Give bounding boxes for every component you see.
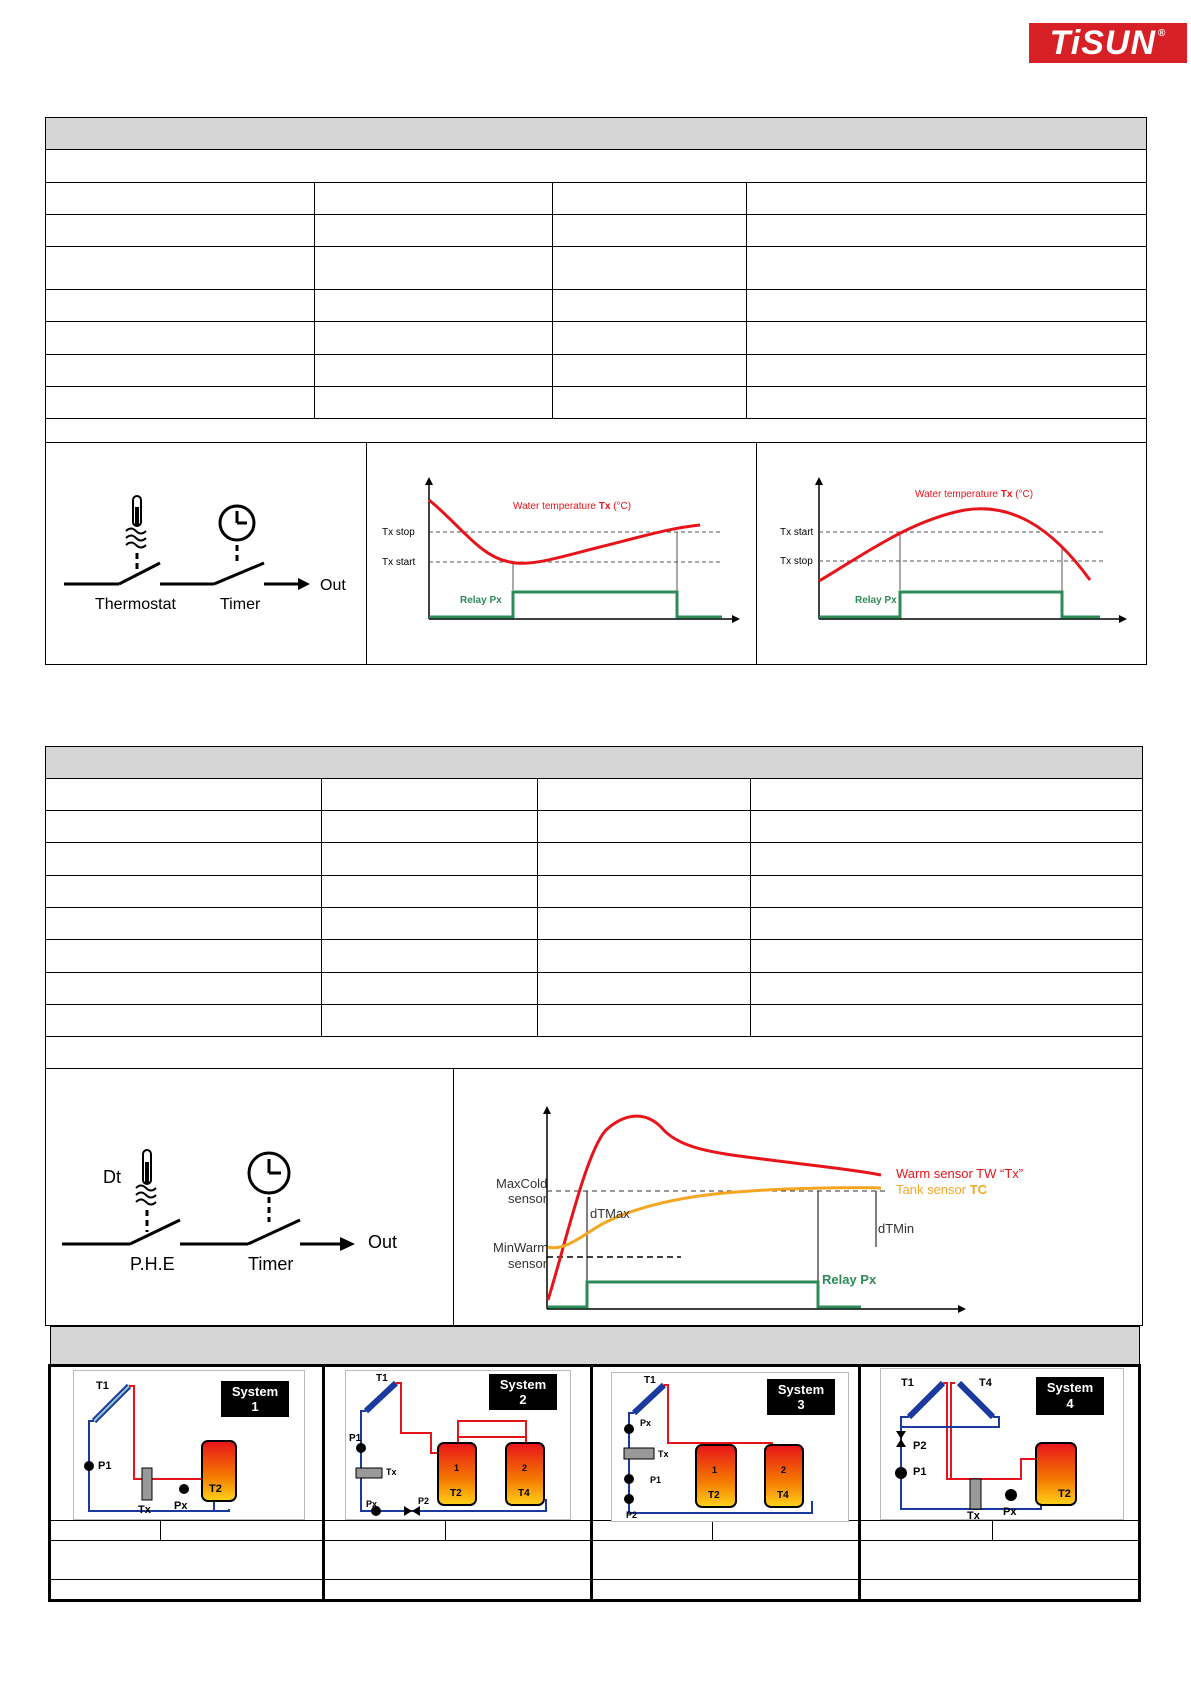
chart-phe (456, 1072, 1140, 1324)
row-line (51, 1540, 1138, 1541)
svg-text:T4: T4 (518, 1488, 530, 1499)
row-line (45, 810, 1143, 811)
out-label: Out (368, 1232, 398, 1252)
svg-text:1: 1 (712, 1465, 718, 1475)
dt-label: Dt (103, 1167, 121, 1187)
arrow-icon (298, 578, 310, 590)
heat-exchanger-icon (142, 1468, 152, 1500)
system-1-diagram (73, 1370, 305, 1520)
phe-timer-diagram (50, 1072, 450, 1324)
timer-label: Timer (248, 1254, 294, 1274)
svg-text:Tx: Tx (138, 1504, 151, 1516)
col-line (322, 1364, 325, 1602)
col-line (750, 779, 751, 1036)
col-line (992, 1520, 993, 1540)
row-line (45, 939, 1143, 940)
row-line (45, 1036, 1143, 1037)
svg-text:Px: Px (640, 1418, 652, 1428)
svg-text:T4: T4 (777, 1490, 789, 1501)
col-line (453, 1068, 454, 1326)
logo-text: TiSUN (1049, 23, 1156, 62)
warm-sensor-label: Warm sensor TW “Tx” (896, 1166, 1024, 1181)
svg-text:T2: T2 (1058, 1488, 1071, 1500)
svg-text:P2: P2 (626, 1510, 638, 1520)
svg-text:T1: T1 (96, 1380, 109, 1392)
svg-text:T1: T1 (644, 1375, 656, 1386)
chart-a (370, 445, 752, 663)
arrow-icon (340, 1237, 355, 1251)
system-number: 4 (1066, 1396, 1074, 1411)
row-line (45, 418, 1147, 419)
svg-text:Tx: Tx (386, 1467, 397, 1477)
col-line (366, 442, 367, 665)
svg-text:T1: T1 (901, 1377, 914, 1389)
col-line (160, 1520, 161, 1540)
col-line (552, 182, 553, 418)
thermometer-icon (136, 1150, 156, 1232)
pump-icon (84, 1461, 94, 1471)
svg-text:T2: T2 (708, 1490, 720, 1501)
maxcold-sensor-label: sensor (508, 1191, 548, 1206)
relay-line (548, 1282, 861, 1307)
row-line (51, 1579, 1138, 1580)
phe-label: P.H.E (130, 1254, 175, 1274)
col-line (858, 1364, 861, 1602)
heat-exchanger-icon (356, 1468, 382, 1478)
row-line (45, 214, 1147, 215)
svg-text:P1: P1 (98, 1460, 112, 1472)
system-4-diagram (880, 1368, 1124, 1520)
heat-exchanger-icon (624, 1448, 654, 1459)
thermometer-icon (126, 496, 146, 573)
system-number: 1 (251, 1399, 259, 1414)
timer-label: Timer (220, 596, 261, 613)
pump-icon (624, 1494, 634, 1504)
section1-header (45, 117, 1147, 150)
tx-start-label: Tx start (780, 527, 814, 538)
pump-icon (1005, 1489, 1017, 1501)
water-temp-curve (819, 509, 1090, 581)
chart-b-title: Water temperature Tx (°C) (915, 489, 1034, 500)
solar-collector-icon (366, 1383, 396, 1411)
minwarm-label: MinWarm (493, 1240, 549, 1255)
thermostat-timer-diagram (50, 445, 362, 663)
svg-text:P1: P1 (349, 1433, 362, 1444)
col-line (321, 779, 322, 1036)
row-line (45, 321, 1147, 322)
maxcold-label: MaxCold (496, 1176, 548, 1191)
dtmax-label: dTMax (590, 1206, 630, 1221)
dtmin-label: dTMin (878, 1221, 915, 1236)
col-line (590, 1364, 593, 1602)
row-line (45, 1068, 1143, 1069)
svg-text:Px: Px (366, 1499, 378, 1509)
svg-text:Px: Px (174, 1500, 188, 1512)
svg-text:P1: P1 (650, 1475, 662, 1485)
solar-collector-icon (634, 1385, 664, 1413)
svg-text:P2: P2 (913, 1440, 927, 1452)
chart-a-title: Water temperature Tx (°C) (513, 501, 632, 512)
row-line (45, 386, 1147, 387)
row-line (45, 182, 1147, 183)
system-title: System (1046, 1380, 1094, 1395)
tx-start-label: Tx start (382, 557, 416, 568)
row-line (45, 972, 1143, 973)
col-line (314, 182, 315, 418)
svg-text:T2: T2 (209, 1483, 222, 1495)
solar-collector-icon (909, 1383, 943, 1417)
pump-icon (356, 1443, 366, 1453)
col-line (712, 1520, 713, 1540)
system-3-diagram (611, 1372, 849, 1522)
pump-icon (624, 1424, 634, 1434)
section2-header (45, 746, 1143, 779)
col-line (537, 779, 538, 1036)
tx-stop-label: Tx stop (780, 556, 813, 567)
tank-sensor-label: Tank sensor TC (896, 1182, 988, 1197)
svg-text:T4: T4 (979, 1377, 992, 1389)
svg-text:2: 2 (781, 1465, 787, 1475)
clock-icon (249, 1153, 289, 1222)
system-title: System (499, 1377, 547, 1392)
row-line (45, 442, 1147, 443)
registered-mark: ® (1158, 27, 1167, 39)
svg-text:Tx: Tx (967, 1510, 980, 1520)
thermostat-label: Thermostat (95, 596, 176, 613)
pump-icon (624, 1474, 634, 1484)
col-line (756, 442, 757, 665)
valve-icon (404, 1506, 412, 1516)
row-line (45, 246, 1147, 247)
clock-icon (220, 506, 254, 565)
row-line (45, 1004, 1143, 1005)
tx-stop-label: Tx stop (382, 527, 415, 538)
pump-icon (895, 1467, 907, 1479)
row-line (45, 354, 1147, 355)
chart-b (760, 445, 1144, 663)
row-line (45, 289, 1147, 290)
systems-header (50, 1326, 1140, 1366)
system-number: 2 (519, 1392, 527, 1407)
system-title: System (777, 1382, 825, 1397)
row-line (45, 842, 1143, 843)
svg-text:1: 1 (454, 1463, 460, 1473)
col-line (746, 182, 747, 418)
row-line (51, 1520, 1138, 1521)
svg-text:Px: Px (1003, 1506, 1017, 1518)
svg-text:2: 2 (522, 1463, 528, 1473)
heat-exchanger-icon (970, 1479, 981, 1509)
relay-label: Relay Px (822, 1272, 877, 1287)
svg-text:T2: T2 (450, 1488, 462, 1499)
row-line (45, 875, 1143, 876)
system-number: 3 (797, 1397, 805, 1412)
pump-icon (179, 1484, 189, 1494)
valve-icon (896, 1431, 906, 1439)
minwarm-sensor-label: sensor (508, 1256, 548, 1271)
col-line (445, 1520, 446, 1540)
svg-text:T1: T1 (376, 1373, 388, 1384)
svg-text:Tx: Tx (658, 1449, 669, 1459)
relay-label: Relay Px (855, 595, 897, 606)
out-label: Out (320, 577, 346, 594)
svg-text:P2: P2 (418, 1496, 430, 1506)
svg-text:P1: P1 (913, 1466, 927, 1478)
tisun-logo (1029, 23, 1187, 63)
relay-label: Relay Px (460, 595, 502, 606)
system-2-diagram (345, 1370, 571, 1520)
system-title: System (231, 1384, 279, 1399)
row-line (45, 907, 1143, 908)
